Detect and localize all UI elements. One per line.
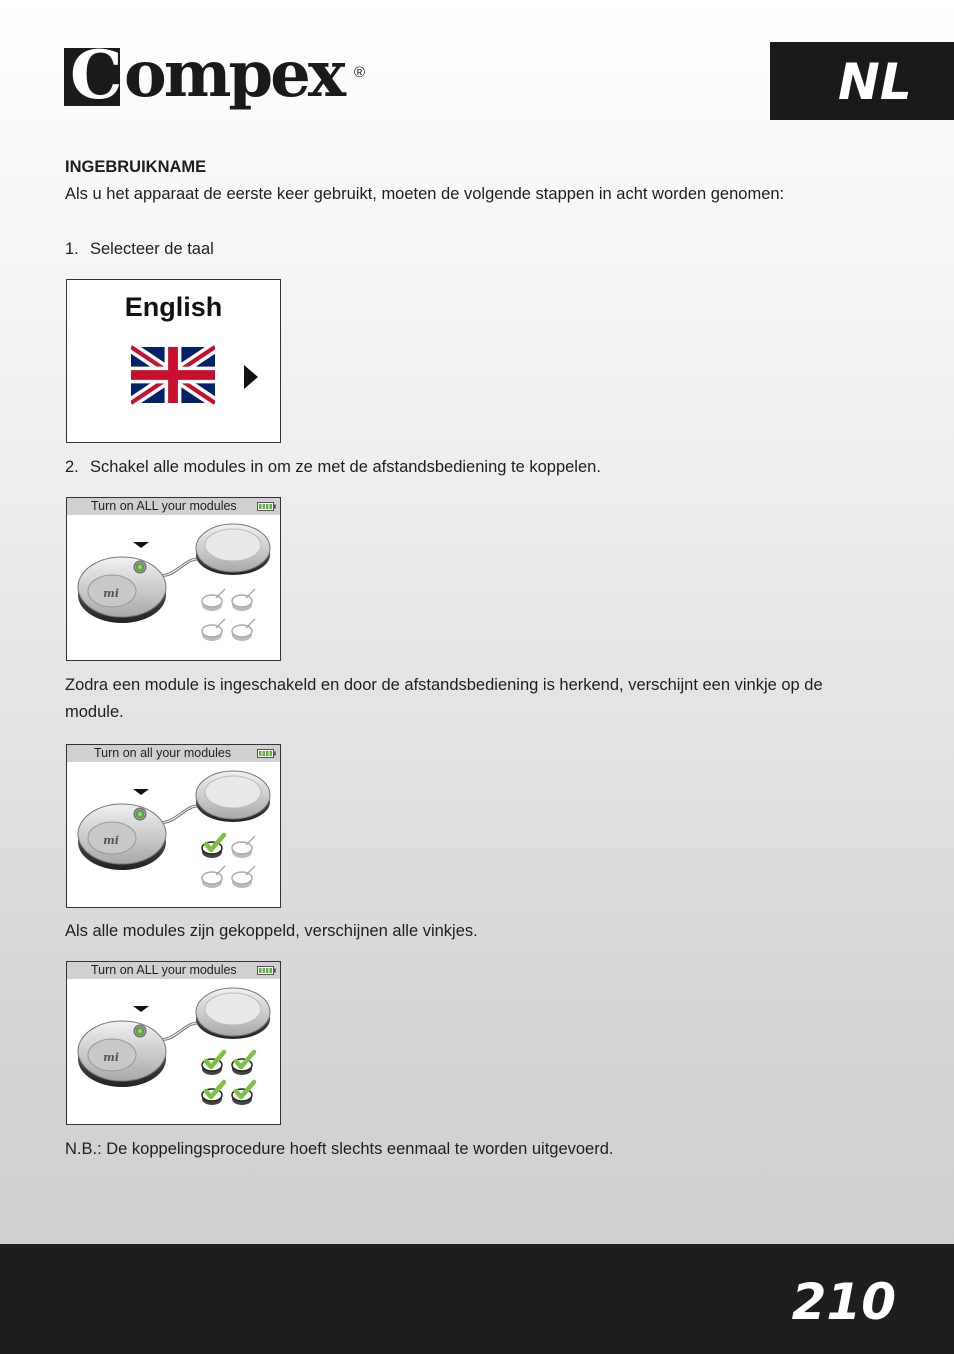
note-text: N.B.: De koppelingsprocedure hoeft slechts eenmaal te worden uitgevoerd. — [65, 1140, 614, 1158]
module-screen-3 — [66, 961, 281, 1125]
small-module — [202, 866, 225, 888]
screen-title: Turn on ALL your modules — [91, 963, 237, 977]
uk-flag-icon — [131, 342, 215, 408]
svg-text:mi: mi — [103, 587, 119, 600]
small-module — [232, 589, 255, 611]
main-module — [196, 771, 270, 822]
step-number: 2. — [65, 458, 79, 476]
section-heading: INGEBRUIKNAME — [65, 158, 207, 176]
module-screen-1 — [66, 497, 281, 661]
logo-wordmark: ompex — [124, 37, 344, 112]
remote-control — [78, 804, 166, 870]
screen-header — [67, 962, 280, 979]
small-module — [232, 619, 255, 641]
small-module — [232, 866, 255, 888]
battery-icon — [257, 966, 276, 975]
svg-text:mi: mi — [103, 834, 119, 847]
language-screen — [66, 279, 281, 443]
screen-header — [67, 498, 280, 515]
small-module — [232, 836, 255, 858]
battery-icon — [257, 502, 276, 511]
step-2 — [65, 454, 601, 481]
page-footer — [0, 1244, 954, 1354]
screen-title: Turn on all your modules — [94, 746, 232, 760]
module-recognized-text: Zodra een module is ingeschakeld en door de afstandsbediening is herkend, verschijnt een vinkje op de module. — [65, 676, 823, 721]
screen-header — [67, 745, 280, 762]
logo-letter: C — [70, 36, 123, 114]
registered-mark: ® — [354, 64, 366, 81]
step-text: Schakel alle modules in om ze met de afstandsbediening te koppelen. — [90, 458, 601, 476]
small-module — [202, 619, 225, 641]
battery-icon — [257, 749, 276, 758]
remote-control — [78, 1021, 166, 1087]
small-module — [202, 589, 225, 611]
screen-title: Turn on ALL your modules — [91, 499, 237, 513]
svg-text:mi: mi — [103, 1051, 119, 1064]
main-module — [196, 988, 270, 1039]
language-tab-label: NL — [838, 53, 912, 111]
selector-triangle — [133, 542, 149, 548]
arrow-right-icon — [243, 364, 259, 390]
selector-triangle — [133, 1006, 149, 1012]
module-illustration — [67, 979, 280, 1124]
selector-triangle — [133, 789, 149, 795]
step-text: Selecteer de taal — [90, 240, 214, 258]
remote-control — [78, 557, 166, 623]
language-tab — [770, 42, 954, 120]
compex-logo — [64, 36, 374, 120]
module-screen-2 — [66, 744, 281, 908]
page-number: 210 — [791, 1273, 896, 1331]
main-module — [196, 524, 270, 575]
module-illustration — [67, 762, 280, 907]
all-paired-text: Als alle modules zijn gekoppeld, verschijnen alle vinkjes. — [65, 922, 478, 940]
language-name: English — [124, 292, 223, 322]
intro-text: Als u het apparaat de eerste keer gebruikt, moeten de volgende stappen in acht worden genomen: — [65, 185, 785, 203]
step-1 — [65, 236, 214, 263]
module-illustration — [67, 515, 280, 660]
step-number: 1. — [65, 240, 79, 258]
